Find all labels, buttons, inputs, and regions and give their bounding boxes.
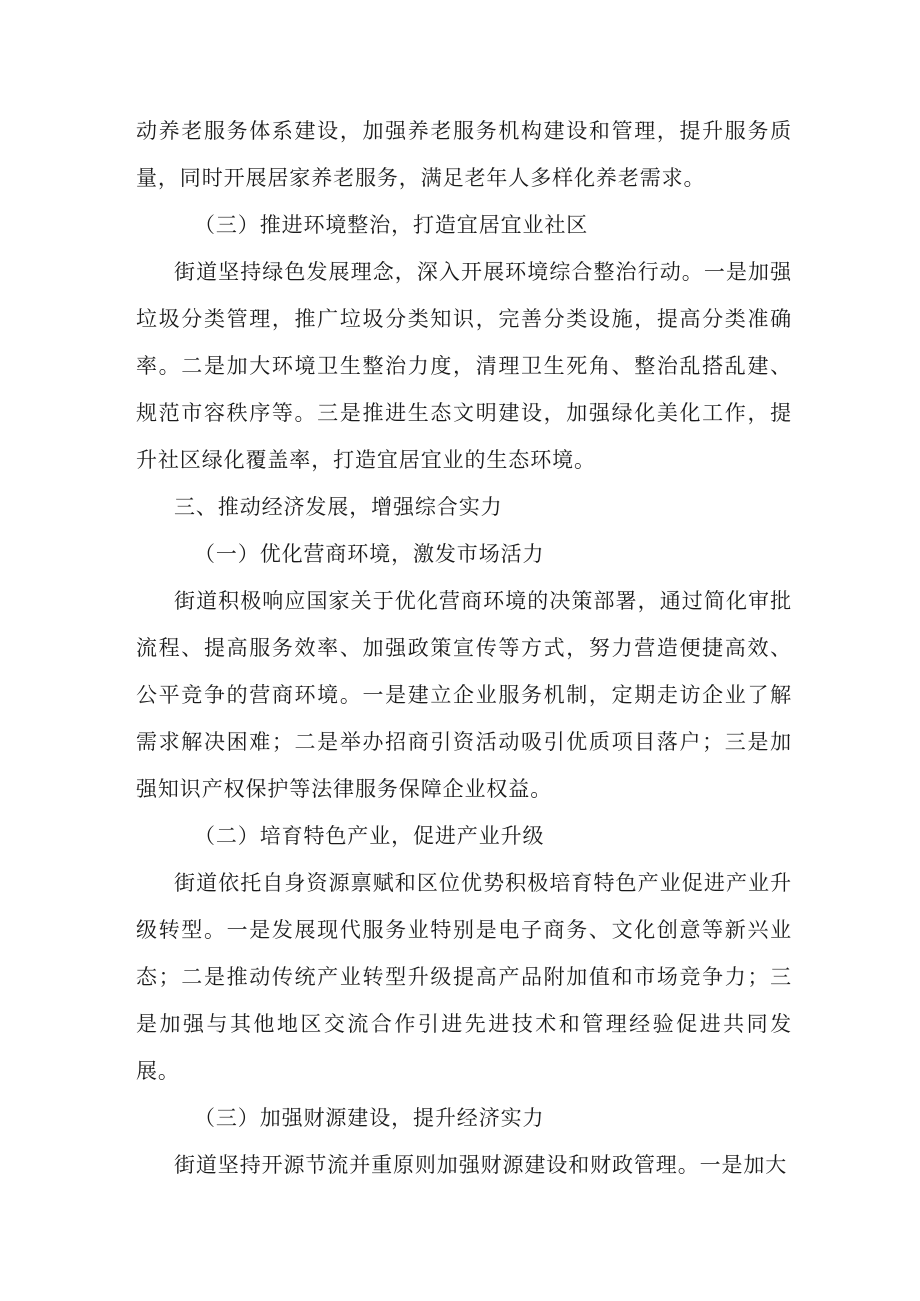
section-subheading: （三）加强财源建设，提升经济实力 xyxy=(194,1106,545,1130)
section-heading: 三、推动经济发展，增强综合实力 xyxy=(174,495,503,519)
section-subheading: （一）优化营商环境，激发市场活力 xyxy=(194,542,545,566)
body-paragraph: 街道依托自身资源禀赋和区位优势积极培育特色产业促进产业升级转型。一是发展现代服务业特别是电子商务、文化创意等新兴业态；二是推动传统产业转型升级提高产品附加值和市场竞争力；三是加强与其他地区交流合作引进先进技术和管理经验促进共同发展。 xyxy=(136,871,792,1083)
body-paragraph: 街道积极响应国家关于优化营商环境的决策部署，通过简化审批流程、提高服务效率、加强政策宣传等方式，努力营造便捷高效、公平竞争的营商环境。一是建立企业服务机制，定期走访企业了解需求解决困难；二是举办招商引资活动吸引优质项目落户；三是加强知识产权保护等法律服务保障企业权益。 xyxy=(136,589,792,801)
section-subheading: （二）培育特色产业，促进产业升级 xyxy=(194,824,545,848)
body-paragraph: 街道坚持开源节流并重原则加强财源建设和财政管理。一是加大 xyxy=(174,1153,788,1177)
document-body xyxy=(136,108,792,1189)
continuation-paragraph: 动养老服务体系建设，加强养老服务机构建设和管理，提升服务质量，同时开展居家养老服务，满足老年人多样化养老需求。 xyxy=(136,119,792,190)
section-subheading: （三）推进环境整治，打造宜居宜业社区 xyxy=(194,213,589,237)
body-paragraph: 街道坚持绿色发展理念，深入开展环境综合整治行动。一是加强垃圾分类管理，推广垃圾分类知识，完善分类设施，提高分类准确率。二是加大环境卫生整治力度，清理卫生死角、整治乱搭乱建、规范市容秩序等。三是推进生态文明建设，加强绿化美化工作，提升社区绿化覆盖率，打造宜居宜业的生态环境。 xyxy=(136,260,792,472)
